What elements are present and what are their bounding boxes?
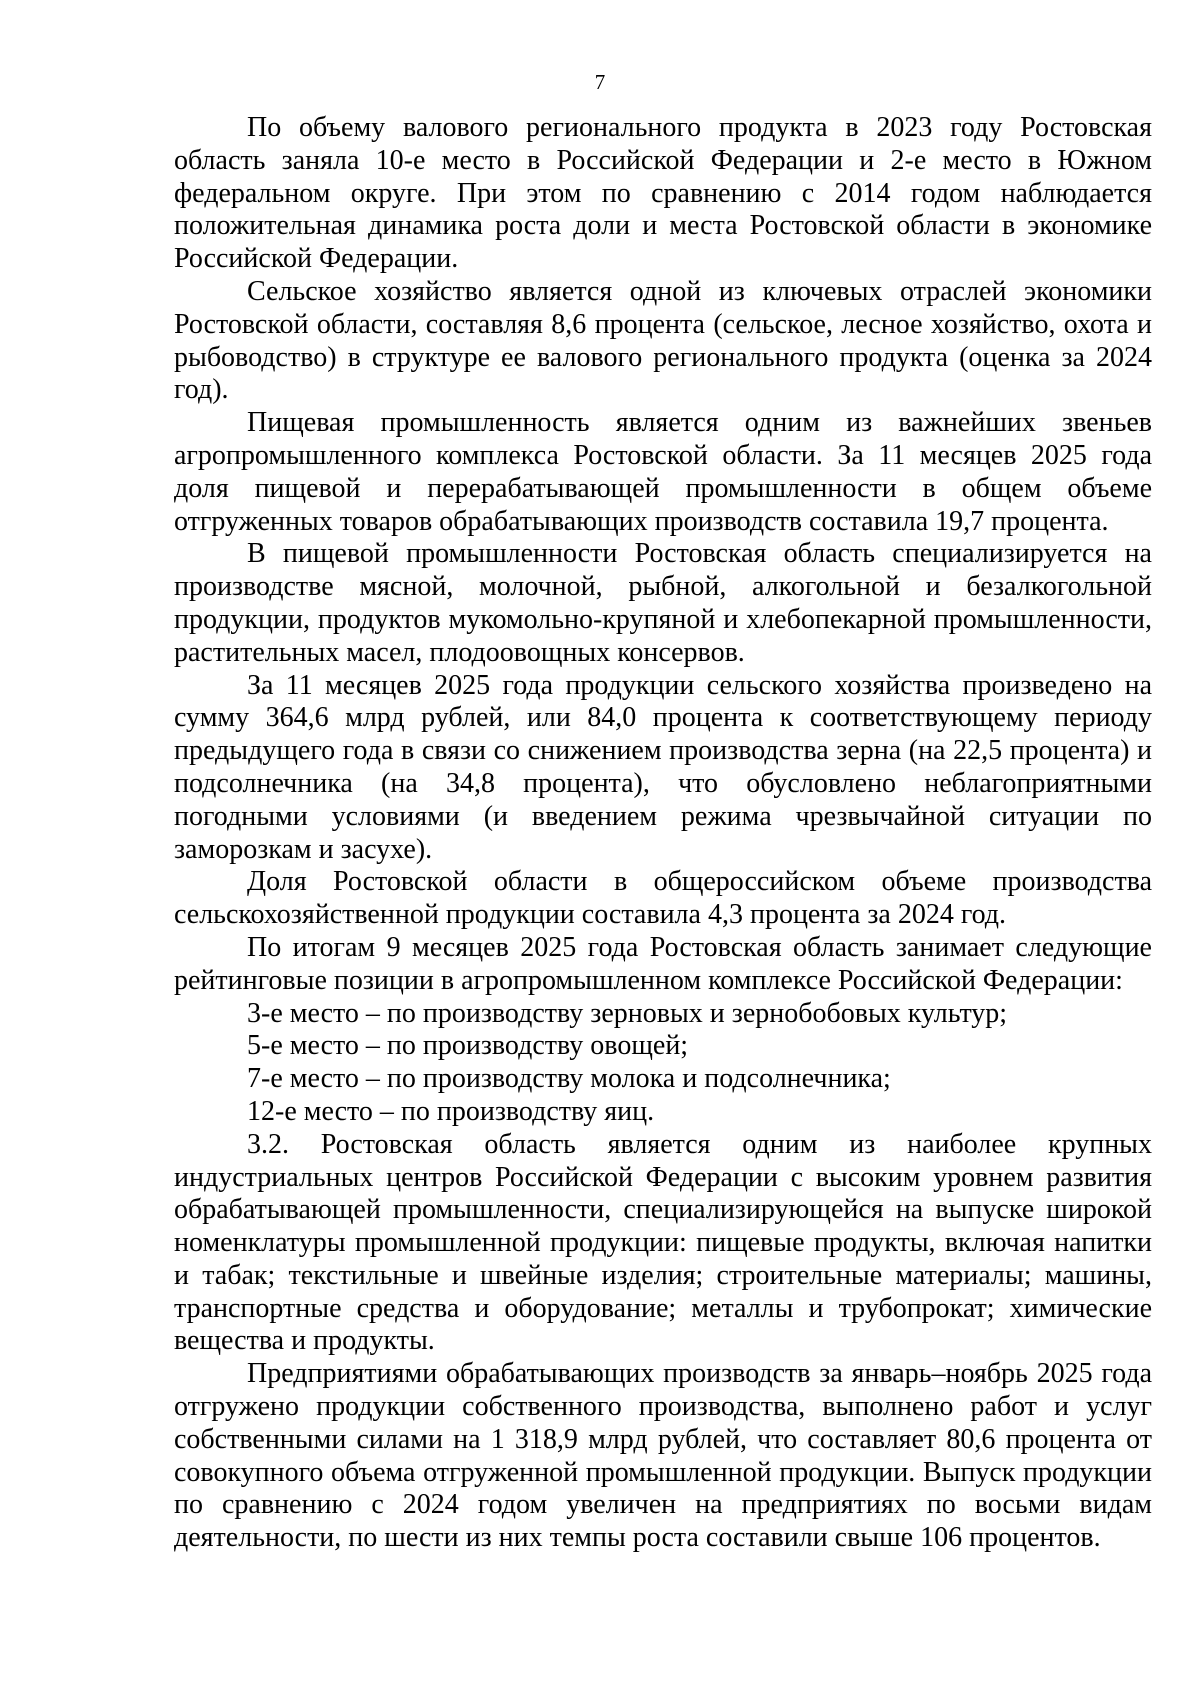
paragraph-agriculture: Сельское хозяйство является одной из ключевых отраслей экономики Ростовской области, составляя 8,6 процента (сельское, лесное хозяйство, охота и рыбоводство) в структуре ее валового регионального продукта (оценка за 2024 год). bbox=[174, 275, 1152, 406]
ranking-item: 12-е место – по производству яиц. bbox=[247, 1095, 655, 1127]
ranking-item: 7-е место – по производству молока и подсолнечника; bbox=[247, 1063, 891, 1095]
paragraph-ranking-intro: По итогам 9 месяцев 2025 года Ростовская область занимает следующие рейтинговые позиции в агропромышленном комплексе Российской Федерации: bbox=[174, 931, 1152, 996]
paragraph-manufacturing-output: Предприятиями обрабатывающих производств за январь–ноябрь 2025 года отгружено продукции собственного производства, выполнено работ и услуг собственными силами на 1 318,9 млрд рублей, что составляет 80,6 процента от совокупного объема отгруженной промышленной продукции. Выпуск продукции по сравнению с 2024 годом увеличен на предприятиях по восьми видам деятельности, по шести из них темпы роста составили свыше 106 процентов. bbox=[174, 1358, 1152, 1554]
paragraph-food-industry: Пищевая промышленность является одним из важнейших звеньев агропромышленного комплекса Ростовской области. За 11 месяцев 2025 года доля пищевой и перерабатывающей промышленности в общем объеме отгруженных товаров обрабатывающих производств составила 19,7 процента. bbox=[174, 407, 1152, 537]
document-body bbox=[174, 112, 1152, 1555]
ranking-item: 3-е место – по производству зерновых и зернобобовых культур; bbox=[247, 997, 1008, 1029]
paragraph-food-specialization: В пищевой промышленности Ростовская область специализируется на производстве мясной, молочной, рыбной, алкогольной и безалкогольной продукции, продуктов мукомольно-крупяной и хлебопекарной промышленности, растительных масел, плодоовощных консервов. bbox=[174, 538, 1152, 668]
paragraph-agri-output: За 11 месяцев 2025 года продукции сельского хозяйства произведено на сумму 364,6 млрд рублей, или 84,0 процента к соответствующему периоду предыдущего года в связи со снижением производства зерна (на 22,5 процента) и подсолнечника (на 34,8 процента), что обусловлено неблагоприятными погодными условиями (и введением режима чрезвычайной ситуации по заморозкам и засухе). bbox=[174, 669, 1152, 865]
paragraph-industrial-center: 3.2. Ростовская область является одним из наиболее крупных индустриальных центров Российской Федерации с высоким уровнем развития обрабатывающей промышленности, специализирующейся на выпуске широкой номенклатуры промышленной продукции: пищевые продукты, включая напитки и табак; текстильные и швейные изделия; строительные материалы; машины, транспортные средства и оборудование; металлы и трубопрокат; химические вещества и продукты. bbox=[174, 1128, 1152, 1357]
paragraph-agri-share: Доля Ростовской области в общероссийском объеме производства сельскохозяйственной продукции составила 4,3 процента за 2024 год. bbox=[174, 866, 1152, 931]
ranking-item: 5-е место – по производству овощей; bbox=[247, 1030, 689, 1062]
page-number: 7 bbox=[594, 70, 606, 94]
paragraph-grp: По объему валового регионального продукта в 2023 году Ростовская область заняла 10-е место в Российской Федерации и 2-е место в Южном федеральном округе. При этом по сравнению с 2014 годом наблюдается положительная динамика роста доли и места Ростовской области в экономике Российской Федерации. bbox=[174, 112, 1152, 275]
